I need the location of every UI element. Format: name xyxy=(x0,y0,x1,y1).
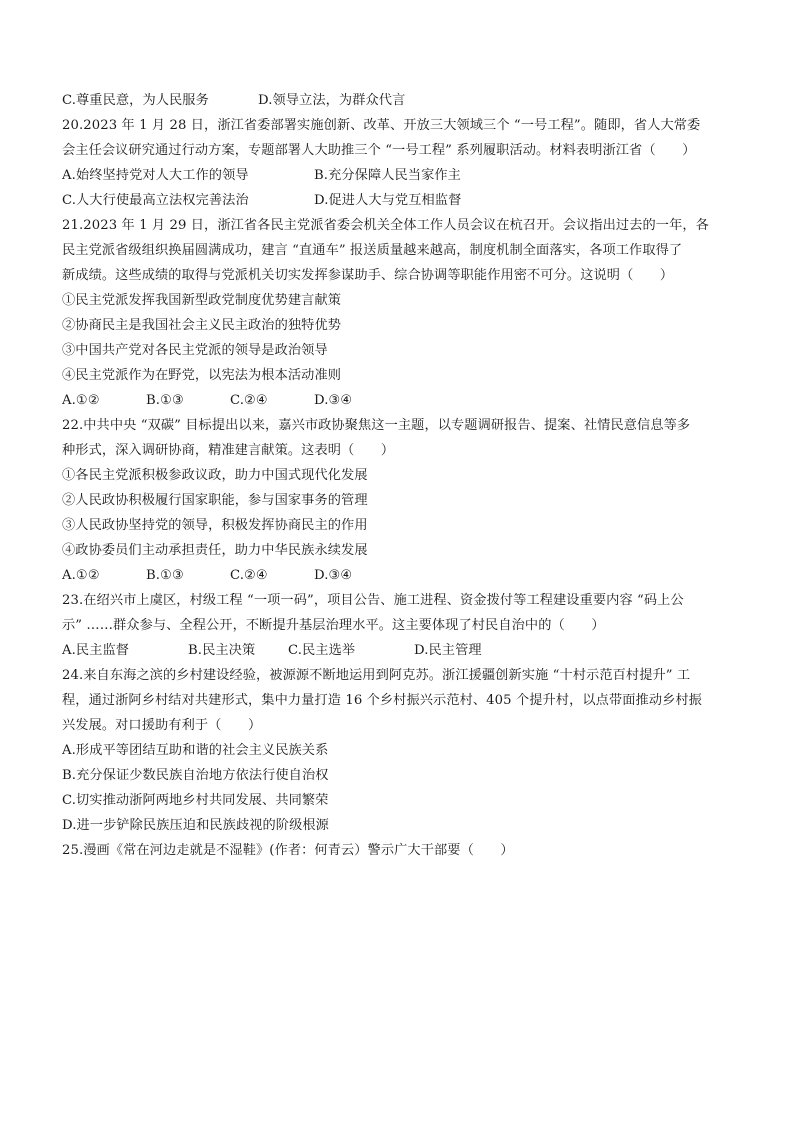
q21-statement-3: ③中国共产党对各民主党派的领导是政治领导 xyxy=(62,343,328,358)
q24-option-a: A.形成平等团结互助和谐的社会主义民族关系 xyxy=(62,743,329,758)
q25-stem-line-1: 25.漫画《常在河边走就是不湿鞋》(作者：何青云）警示广大干部要（ ） xyxy=(62,843,514,858)
q21-stem-line-1: 21.2023 年 1 月 29 日，浙江省各民主党派省委会机关全体工作人员会议在杭召开。会议指出过去的一年，各 xyxy=(62,218,709,233)
exam-page xyxy=(62,88,734,863)
q23-stem-line-2: 示” ……群众参与、全程公开，不断提升基层治理水平。这主要体现了村民自治中的（ ） xyxy=(62,618,605,633)
q21-option-d: D.③④ xyxy=(314,393,353,408)
q20-option-b: B.充分保障人民当家作主 xyxy=(314,168,461,183)
q20-option-c: C.人大行使最高立法权完善法治 xyxy=(62,193,249,208)
q21-stem-line-3: 新成绩。这些成绩的取得与党派机关切实发挥参谋助手、综合协调等职能作用密不可分。这说明（ ） xyxy=(62,268,674,283)
q23-option-a: A.民主监督 xyxy=(62,643,130,658)
q22-statement-2: ②人民政协积极履行国家职能，参与国家事务的管理 xyxy=(62,493,368,508)
q20-option-a: A.始终坚持党对人大工作的领导 xyxy=(62,168,249,183)
q22-option-a: A.①② xyxy=(62,568,100,583)
q22-option-b: B.①③ xyxy=(146,568,184,583)
q20-stem-line-2: 会主任会议研究通过行动方案，专题部署人大助推三个 “一号工程” 系列履职活动。材料表明浙江省（ ） xyxy=(62,143,696,158)
q20-options-cd xyxy=(62,188,734,213)
q22-statement-3: ③人民政协坚持党的领导，积极发挥协商民主的作用 xyxy=(62,518,368,533)
q22-stem-line-1: 22.中共中央 “双碳” 目标提出以来，嘉兴市政协聚焦这一主题，以专题调研报告、提案、社情民意信息等多 xyxy=(62,418,691,433)
q24-stem-line-2: 程，通过浙阿乡村结对共建形式，集中力量打造 16 个乡村振兴示范村、405 个提升村，以点带面推动乡村振 xyxy=(62,693,702,708)
q24-stem-line-3: 兴发展。对口援助有利于（ ） xyxy=(62,718,262,733)
q20-options-ab xyxy=(62,163,734,188)
q20-option-d: D.促进人大与党互相监督 xyxy=(314,193,462,208)
q22-option-d: D.③④ xyxy=(314,568,353,583)
q21-stem-line-2: 民主党派省级组织换届圆满成功，建言 “直通车” 报送质量越来越高，制度机制全面落实，各项工作取得了 xyxy=(62,243,683,258)
q19-option-c: C.尊重民意，为人民服务 xyxy=(62,93,209,108)
q21-option-a: A.①② xyxy=(62,393,100,408)
q19-options-cd xyxy=(62,88,734,113)
q24-option-b: B.充分保证少数民族自治地方依法行使自治权 xyxy=(62,768,329,783)
q20-stem-line-1: 20.2023 年 1 月 28 日，浙江省委部署实施创新、改革、开放三大领域三个 “一号工程”。随即，省人大常委 xyxy=(62,118,701,133)
q21-statement-2: ②协商民主是我国社会主义民主政治的独特优势 xyxy=(62,318,342,333)
q24-option-d: D.进一步铲除民族压迫和民族歧视的阶级根源 xyxy=(62,818,329,833)
q21-statement-4: ④民主党派作为在野党，以宪法为根本活动准则 xyxy=(62,368,342,383)
q22-stem-line-2: 种形式，深入调研协商，精准建言献策。这表明（ ） xyxy=(62,443,395,458)
q22-options xyxy=(62,563,734,588)
q21-statement-1: ①民主党派发挥我国新型政党制度优势建言献策 xyxy=(62,293,342,308)
q21-option-c: C.②④ xyxy=(230,393,268,408)
q22-statement-4: ④政协委员们主动承担责任，助力中华民族永续发展 xyxy=(62,543,368,558)
q23-options xyxy=(62,638,734,663)
q24-stem-line-1: 24.来自东海之滨的乡村建设经验，被源源不断地运用到阿克苏。浙江援疆创新实施 “十村示范百村提升” 工 xyxy=(62,668,691,683)
q22-statement-1: ①各民主党派积极参政议政，助力中国式现代化发展 xyxy=(62,468,368,483)
q23-option-b: B.民主决策 xyxy=(188,643,256,658)
q23-stem-line-1: 23.在绍兴市上虞区，村级工程 “一项一码”，项目公告、施工进程、资金拨付等工程建设重要内容 “码上公 xyxy=(62,593,684,608)
q22-option-c: C.②④ xyxy=(230,568,268,583)
q23-option-c: C.民主选举 xyxy=(288,643,356,658)
q19-option-d: D.领导立法，为群众代言 xyxy=(258,93,406,108)
q23-option-d: D.民主管理 xyxy=(414,643,482,658)
q21-option-b: B.①③ xyxy=(146,393,184,408)
q21-options xyxy=(62,388,734,413)
q24-option-c: C.切实推动浙阿两地乡村共同发展、共同繁荣 xyxy=(62,793,329,808)
